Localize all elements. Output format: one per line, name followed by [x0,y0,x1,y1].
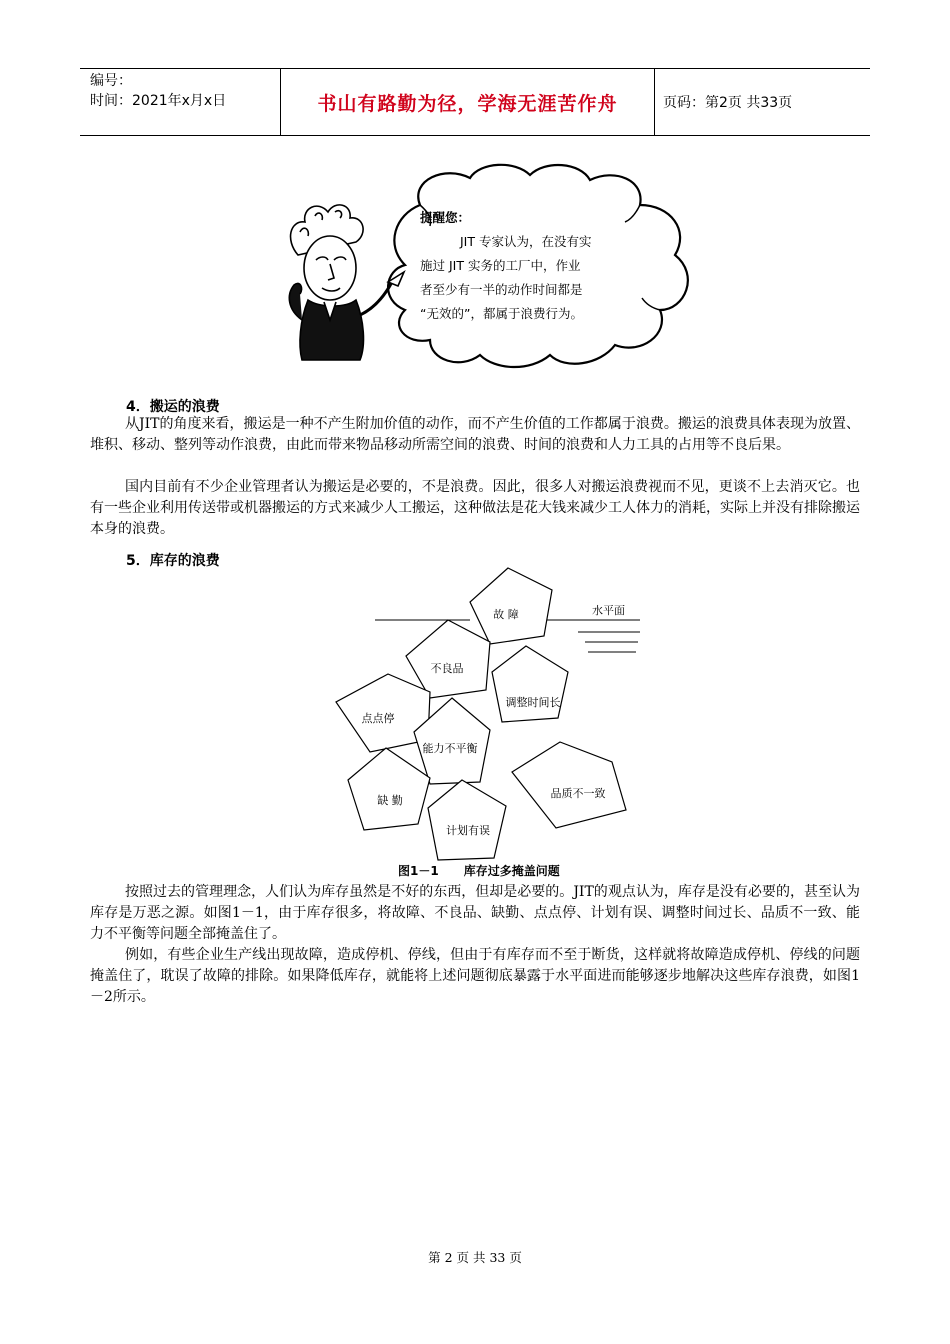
section-heading-transport: 4．搬运的浪费 [126,399,220,415]
paragraph: 国内目前有不少企业管理者认为搬运是必要的，不是浪费。因此，很多人对搬运浪费视而不见，更谈不上去消灭它。也有一些企业利用传送带或机器搬运的方式来减少人工搬运，这种做法是花大钱来减少工人体力的消耗，实际上并没有排除搬运本身的浪费。 [90,479,860,537]
pentagon-label: 能力不平衡 [422,742,478,755]
tip-title: 提醒您： [420,210,471,225]
figure-caption: 图1－1 库存过多掩盖问题 [398,864,560,878]
pentagon-label: 缺 勤 [377,794,403,807]
pentagon-defects [406,620,490,698]
section-heading-inventory: 5．库存的浪费 [126,553,220,569]
pentagon-breakdown [470,568,552,644]
pentagon-label: 不良品 [430,662,464,675]
pentagon-planning-error [428,780,506,860]
doc-time-label: 时间：2021年x月x日 [90,93,227,109]
page-header [80,68,870,136]
paragraph: 从JIT的角度来看，搬运是一种不产生附加价值的动作，而不产生价值的工作都属于浪费。搬运的浪费具体表现为放置、堆积、移动、整列等动作浪费，由此而带来物品移动所需空间的浪费、时间的浪费和人力工具的占用等不良后果。 [90,416,860,453]
pentagon-label: 品质不一致 [550,787,606,800]
tip-line: JIT 专家认为，在没有实 [460,234,592,249]
pentagon-quality [512,742,626,828]
header-page-info: 页码：第2页 共33页 [663,95,793,111]
pentagon-label: 计划有误 [446,824,490,837]
inventory-diagram [330,562,690,862]
water-level-label: 水平面 [592,604,625,617]
paragraph: 例如，有些企业生产线出现故障，造成停机、停线，但由于有库存而不至于断货，这样就将故障造成停机、停线的问题掩盖住了，耽误了故障的排除。如果降低库存，就能将上述问题彻底暴露于水平面进而能够逐步地解决这些库存浪费，如图1－2所示。 [90,947,860,1005]
pentagon-label: 故 障 [493,608,519,621]
header-left-cell [80,69,281,135]
tip-line: “无效的”，都属于浪费行为。 [420,306,583,321]
page-footer: 第 2 页 共 33 页 [428,1250,522,1265]
tip-text-block [420,206,630,326]
pentagon-absence [348,748,430,830]
doc-number-label: 编号： [90,73,132,89]
tip-line: 者至少有一半的动作时间都是 [420,282,583,297]
paragraph: 按照过去的管理理念，人们认为库存虽然是不好的东西，但却是必要的。JIT的观点认为，库存是没有必要的，甚至认为库存是万恶之源。如图1－1，由于库存很多，将故障、不良品、缺勤、点点停、计划有误、调整时间过长、品质不一致、能力不平衡等问题全部掩盖住了。 [90,884,860,942]
pentagon-label: 点点停 [361,712,395,725]
professor-character-icon [289,205,404,360]
pentagon-setup-time [492,646,568,722]
pentagon-label: 调整时间长 [505,696,561,709]
tip-line: 施过 JIT 实务的工厂中，作业 [420,258,581,273]
header-motto: 书山有路勤为径，学海无涯苦作舟 [281,69,655,135]
